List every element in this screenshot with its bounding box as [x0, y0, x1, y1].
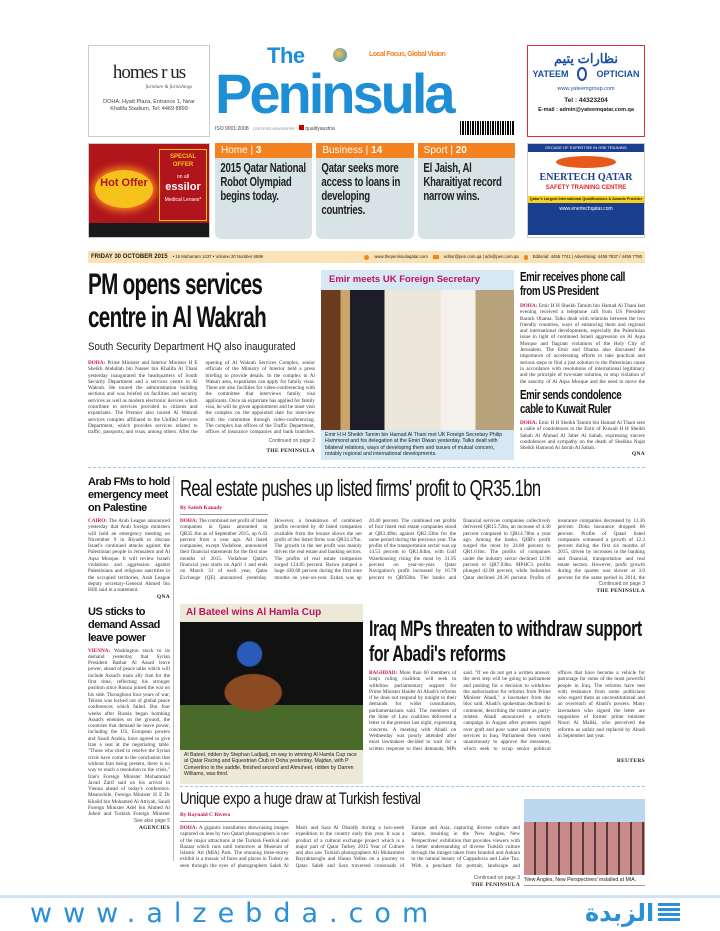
yateem-brand-left: YATEEM	[532, 69, 569, 79]
photo-caption: Emir H H Sheikh Tamim bin Hamad Al Thani met UK Foreign Secretary Philip Hammond and his delegation at the Emiri Diwan yesterday. Talks dealt with bilateral relations, ways of developing them and issues of mutual concern, notably regional and international developments.	[325, 432, 503, 458]
yateem-arabic: نظارات يتيم	[553, 51, 619, 66]
iraq-headline[interactable]: Iraq MPs threaten to withdraw support for Abadi's reforms	[369, 616, 642, 666]
essilor-brand: essilor	[165, 181, 201, 193]
installation-photo	[524, 799, 645, 875]
continued-link[interactable]: Continued on page 3	[473, 875, 520, 881]
byline: By Satish Kanady	[180, 505, 268, 515]
email-links[interactable]: editor@pen.com.qa | adv@pen.com.qa	[443, 254, 519, 259]
photo-caption: Al Bateel, ridden by Stephan Ladjadj, on way to winning Al Hamla Cup race at Qatar Racing and Equestrian Club in Doha yesterday. Majdan, with P Convertino in the saddle, finished second and Almuheet, ridden by Darren Williams, was third.	[184, 752, 357, 778]
expo-story	[180, 789, 520, 891]
expo-headline[interactable]: Unique expo a huge draw at Turkish festival	[180, 789, 421, 808]
teaser-home[interactable]	[215, 143, 312, 239]
masthead-slogan: Local Focus, Global Vision	[369, 51, 446, 58]
dateline-bar	[88, 251, 645, 263]
lead-body: DOHA: Prime Minister and Interior Minister H E Sheikh Abdullah bin Nasser bin Khalifa Al Thani yesterday inaugurated the headquarters of South Security Department and a services centre in Al Wakrah. He toured the administration building sections and was briefed on facilities and security services as well as modern electronic devices which contribute to services provided to citizens and expatriates. The Premier also toured Al Wakrah services complex affiliated to the Unified Services Department, which provides services related to traffic, passports, and visas, among others. After the opening of Al Wakrah Services Complex, senior officials of the Ministry of Interior held a press briefing to provide details. In the complex in Al Wakair area, expatriates can apply for family visas. There are also facilities for video-conferencing with the committee that interviews family visa applicants. Once an expatriate has applied for family visa, he will be given appointment and he must visit the complex on the appointed date for interview with the committee through video-conferencing. The complex has offices of the Traffic Department, offices of insurance companies and bank branches.	[88, 360, 315, 436]
homes-address: DOHA: Hyatt Plaza, Entrance 1, Near Khalifa Stadium, Tel: 4469 8899	[103, 99, 195, 112]
barcode	[460, 121, 515, 135]
us-assad-body: VIENNA: Washington stuck to its demand yesterday that Syrian President Bashar Al Assad leave power, ahead of peace talks which will include Assad's main ally Iran for the first time, reflecting his stronger position since Russia joined the war on his side. Throughout four years of war, Tehran was locked out of global peace conferences which failed. But four weeks after Russia began bombing Assad's enemies on the ground, the countries that demand he leave power, including the US, European powers and Saudi Arabia, have agreed to give Iran a seat at the negotiating table. "Those who tried to resolve the Syrian crisis have come to the conclusion that without Iran being present, there is no way to reach a resolution to the crisis," Iran's Foreign Minister Mohammad Javad Zarif said on his arrival in Vienna ahead of today's conference. Meanwhile, Foreign Minister H E Dr Khalid bin Mohamed Al Attiyah, Saudi Foreign Minister Adel bin Ahmed Al Jubeir and Turkish Foreign Minister	[88, 647, 170, 818]
condolence-headline[interactable]: Emir sends condolence cable to Kuwait Ruler	[520, 388, 622, 416]
arab-fms-headline[interactable]: Arab FMs to hold emergency meet on Palestine	[88, 476, 170, 514]
mail-icon	[433, 255, 439, 259]
expo-photo-block	[524, 799, 645, 886]
homes-r-us-ad[interactable]	[88, 45, 210, 137]
photo-caption: 'New Angles, New Perspectives' installed at MIA.	[524, 875, 645, 886]
real-estate-headline[interactable]: Real estate pushes up listed firms' profit to QR35.1bn	[180, 475, 541, 501]
enertech-sub: SAFETY TRAINING CENTRE	[545, 185, 627, 191]
bateel-photo-block	[180, 604, 363, 784]
yateem-optician-ad[interactable]	[527, 45, 645, 137]
web-icon	[364, 255, 369, 260]
yateem-web: www.yateemgroup.com	[557, 86, 615, 92]
special-offer-label: SPECIAL OFFER	[169, 154, 196, 168]
condolence-body: DOHA: Emir H H Sheikh Tamim bin Hamad Al Thani sent a cable of condolences to the Emir of Kuwait H H Sheikh Sabah Al Ahmad Al Jaber Al Sabah, expressing sincere condolences and sympathy on the death of Sheikha Najat Sheikh Hamoud Al Jarrah Al Sabah.	[520, 420, 645, 452]
lead-headline[interactable]: PM opens services centre in Al Wakrah	[88, 268, 267, 334]
homes-brand: homes r us	[112, 62, 186, 83]
teaser-label: Business | 14	[316, 143, 413, 158]
source-credit: THE PENINSULA	[596, 588, 645, 594]
eye-logo-icon	[577, 67, 587, 81]
enertech-strap: Qatar's Largest International Qualifications & Awards Provider	[529, 197, 643, 201]
teaser-sport[interactable]	[418, 143, 515, 239]
watermark-url: www.alzebda.com	[30, 898, 440, 929]
hot-offer-badge: Hot Offer	[95, 170, 153, 208]
lead-story	[88, 268, 315, 460]
enertech-ad[interactable]	[527, 143, 645, 238]
watermark-logo-text: الزبدة	[585, 899, 655, 927]
hot-offer-ad[interactable]	[88, 143, 210, 238]
quality-icon	[299, 125, 304, 130]
enertech-top: DECADE OF EXPERTISE IN HSE TRAINING	[528, 144, 644, 152]
medical-lenses-label: Medical Lenses*	[164, 197, 202, 203]
masthead-the: The	[267, 43, 305, 68]
globe-icon	[333, 48, 347, 62]
phone-numbers: Editorial: 4455 7741 | Advertising: 4455 7837 / 4455 7780	[532, 254, 642, 259]
uk-photo-block	[321, 270, 514, 460]
phone-icon	[524, 255, 528, 260]
source-credit: QNA	[631, 451, 645, 458]
photo-title: Emir meets UK Foreign Secretary	[329, 274, 481, 285]
issue-meta: • 16 Muharram 1437 • Volume 20 Number 6599	[172, 254, 264, 259]
source-credit: AGENCIES	[138, 824, 170, 831]
emir-call-story	[520, 270, 645, 462]
wings-logo-icon	[556, 156, 616, 168]
horse-race-photo	[180, 622, 363, 750]
source-credit: THE PENINSULA	[266, 448, 315, 454]
yateem-brand-right: OPTICIAN	[596, 69, 640, 79]
source-credit: QNA	[156, 593, 170, 600]
watermark-bar	[0, 895, 720, 931]
arab-fms-body: CAIRO: The Arab League announced yesterday that Arab foreign ministers will hold an emergency meeting on November 9 in Riyadh to discuss Israel's continued attacks against the Palestinian people in Jerusalem and Al Aqsa Mosque. It will review Israeli violations and aggression against Palestinians and religious sanctities in the occupied territories, Arab League deputy secretary-General Ahmed bin Hilli said in a statement.	[88, 518, 170, 594]
iso-line	[215, 125, 335, 133]
yateem-tel: Tel : 44323204	[564, 97, 608, 104]
source-credit: THE PENINSULA	[471, 882, 520, 888]
issue-date: FRIDAY 30 OCTOBER 2015	[91, 254, 168, 260]
teaser-text: 2015 Qatar National Robot Olympiad begins today.	[220, 161, 306, 203]
iraq-body: BAGHDAD: More than 60 members of Iraq's ruling coalition will seek to withdraw parliamentary support for Prime Minister Haider Al Abadi's reforms if he does not respond by tonight to their demands for wider consultation, parliamentarians said. The members of the State of Law coalition delivered a letter to the premier last night, expressing concerns. A meeting with Abadi on Wednesday was poorly attended after most lawmakers decided to wait for a written response to their demands, MPs said. "If we do not get a written answer, the next step will be going to parliament and pushing for a decision to withdraw the authorisation for reforms from Prime Minister Abadi," a lawmaker from the bloc said. Abadi's spokesman declined to comment, describing the matter as party-related. Abadi announced a reform campaign in August after protests raged over graft and poor water and electricity services in Iraq. Parliament then voted unanimously to approve the measures, which seek to scrap senior political offices that have become a vehicle for patronage for some of the most powerful people in Iraq. The reforms have met with resistance from some politicians who regard them as unconstitutional and an overreach of Abadi's powers. Many lawmakers who signed the letter are supporters of former prime minister Nouri Al Maliki, who perceived the reforms as unfair and replaced by Abadi in September last year.	[369, 670, 645, 752]
continued-link[interactable]: Continued on page 2	[268, 438, 315, 444]
real-estate-body: DOHA: The combined net profit of listed companies in Qatar amounted to QR35.1bn as of September 2015, up 6.43 percent from a year ago. All listed companies, except Vodafone, announced their financial statements for the first nine months of 2015. Vodafone Qatar's financial year starts on April 1 and ends on March 31 of each year, Qatar Exchange (QE) announced yesterday. However, a breakdown of combined profits recorded by 40 listed companies available from the bourse shows the net profit of the listed firms was QR34.37bn. The growth in the net profit was mainly driven the real estate and banking sectors. The profits of real estate companies surged 124.85 percent. Barwa jumped a huge 430.68 percent during the first nine months on year-on-year. Ezdan was up 20.40 percent. The combined net profits of four listed real estate companies stood at QR3.49bn against QR2.33bn for the same period during the previous year. The profits of the transportation sector was up 14.53 percent to QR1.84bn, with Gulf Warehousing rising the most by 31.95 percent on year-on-year. Qatar Navigation's profit increased by 16.78 percent to QR958m. The banks and financial services companies collectively delivered QR15.72bn, an increase of 4.30 percent compared to QR14.78bn a year ago. Among the banks, QIIB's profit surged the most by 24.80 percent to QR1.61bn. The profits of companies under the industry sector declined 12.96 percent to QR7.93bn. MPHC's profits plunged 42.90 percent, while Industries Qatar declined 28.36 percent. Profits of insurance companies decreased by 13.36 percent. Doha Insurance dropped 66 percent. Profits of Qatari listed companies witnessed a growth of 12.3 percent during the first six months of 2015, driven by increases in the banking and financial, transportation and real estate sectors. However, profit growth during the quarter was slower at 3.0 percent for the same period in 2014, the	[180, 518, 645, 581]
masthead-name: Peninsula	[215, 62, 453, 125]
watermark-logo	[585, 898, 680, 928]
emir-call-headline[interactable]: Emir receives phone call from US President	[520, 270, 625, 298]
teaser-label: Sport | 20	[418, 143, 515, 158]
continued-link[interactable]: See also page 5	[133, 817, 170, 824]
homes-tagline: furniture & furnishings	[145, 85, 193, 90]
us-assad-headline[interactable]: US sticks to demand Assad leave power	[88, 605, 160, 644]
teaser-text: El Jaish, Al Kharaitiyat record narrow wins.	[423, 161, 502, 203]
real-estate-story	[180, 474, 645, 598]
section-divider	[88, 467, 645, 468]
yateem-email: E-mail : admin@yateemqatar.com.qa	[538, 107, 634, 113]
emir-uk-photo	[321, 290, 514, 430]
teaser-business[interactable]	[316, 143, 413, 239]
left-column	[88, 476, 174, 861]
teasers	[215, 143, 515, 239]
emir-call-body: DOHA: Emir H H Sheikh Tamim bin Hamad Al Thani last evening received a telephone call from US President Barack Obama. Talks dealt with relations between the two friendly countries, ways of enhancing them and regional and international developments, especially the Palestinian issue in light of continued Israeli aggression on Al Aqsa Mosque and flagrant violations of the Holy City of Jerusalem. The Emir and Obama also discussed the importance of accelerating efforts to take practical and serious steps to find a just solution to the Palestinian cause in accordance with resolutions of international legitimacy and the principle of two-state solution, to stop violation of the sanctity of Al Aqsa Mosque and the need to move the	[520, 303, 645, 385]
teaser-text: Qatar seeks more access to loans in developing countries.	[321, 161, 401, 217]
byline: By Raynald C Rivera	[180, 812, 288, 822]
teaser-label: Home | 3	[215, 143, 312, 158]
lead-subhead: South Security Department HQ also inaugurated	[88, 341, 296, 353]
iraq-story	[369, 616, 645, 782]
website-link[interactable]: www.thepeninsulaqatar.com	[374, 254, 428, 259]
masthead	[215, 45, 517, 140]
quality-text: qualityaustria	[305, 126, 335, 132]
enertech-web: www.enertechqatar.com	[528, 203, 644, 235]
on-all-label: on all	[177, 174, 189, 180]
enertech-brand: ENERTECH QATAR	[539, 172, 633, 183]
iso-text: ISO 9001:2008	[215, 126, 249, 132]
photo-title: Al Bateel wins Al Hamla Cup	[186, 607, 322, 618]
section-divider	[180, 786, 645, 787]
source-credit: REUTERS	[616, 758, 645, 764]
certified-text: CERTIFIED NEWSPAPER	[253, 127, 295, 131]
continued-link[interactable]: Continued on page 3	[598, 581, 645, 587]
expo-body: DOHA: A gigantic installation showcasing images captured on lens by two Qatari photographers is one of the major attractions at the Turkish Festival and Bazaar which runs until tomorrow at Museum of Islamic Art (MIA) Park. The stunning three-storey exhibit is a mosaic of faces and places in Turkey as seen through the eyes of photographers Saleh Al Marri and Sara Al Obaidly during a two-week expedition to the country early this year. It was a product of a cultural exchange project which is a major part of Qatar Turkey 2015 Year of Culture and also saw Turkish photographers Ali Muhammet Bayraktaroglu and Hasan Yellen on a journey to Qatar. Saleh and Sara traversed crossroads of Europe and Asia, capturing diverse culture and nature, resulting in the 'New Angles, New Perspectives' exhibition that provides viewers with a better understanding of diverse Turkish culture through the images taken from Istanbul and Ankara to the natural beauty of Cappadocia and Lake Tuz. With a penchant for portrait, landscape and	[180, 825, 520, 869]
menu-lines-icon	[658, 903, 680, 923]
